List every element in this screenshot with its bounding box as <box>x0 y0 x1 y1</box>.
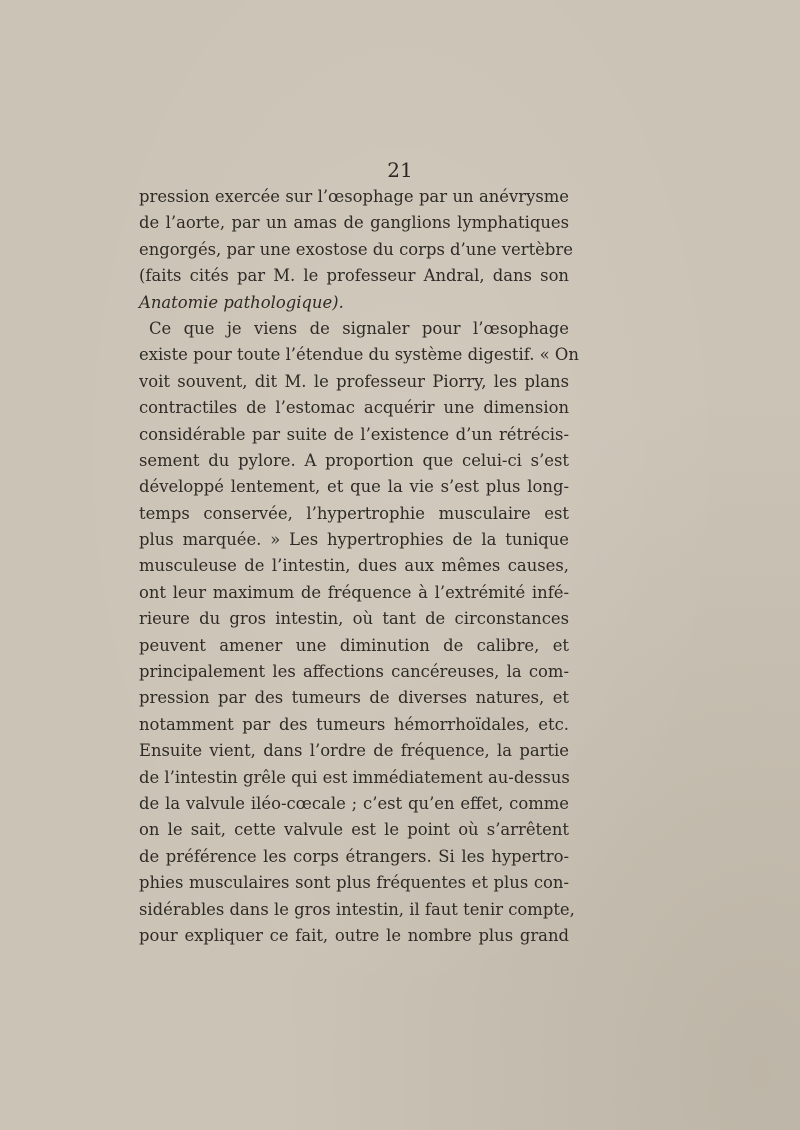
text-line: (faits cités par M. le professeur Andral, dans son <box>139 266 569 286</box>
text-line: on le sait, cette valvule est le point où s’arrêtent <box>139 820 569 840</box>
text-line: sidérables dans le gros intestin, il faut tenir compte, <box>139 899 575 919</box>
text-line: rieure du gros intestin, où tant de circonstances <box>139 609 569 629</box>
text-line: Ce que je viens de signaler pour l’œsophage <box>149 318 569 338</box>
text-line: de préférence les corps étrangers. Si les hypertro- <box>139 846 569 866</box>
text-line: notamment par des tumeurs hémorrhoïdales, etc. <box>139 714 569 734</box>
text-line: temps conservée, l’hypertrophie musculaire est <box>139 503 569 523</box>
text-line-italic-title <box>139 290 569 316</box>
text-line: de l’aorte, par un amas de ganglions lymphatiques <box>139 213 569 233</box>
text-line: sement du pylore. A proportion que celui-ci s’est <box>139 450 569 470</box>
text-line: développé lentement, et que la vie s’est plus long- <box>139 477 569 497</box>
text-line: contractiles de l’estomac acquérir une dimension <box>139 398 569 418</box>
text-line: pression exercée sur l’œsophage par un anévrysme <box>139 187 569 206</box>
text-line: peuvent amener une diminution de calibre, et <box>139 635 569 655</box>
text-line: engorgés, par une exostose du corps d’une vertèbre <box>139 239 573 259</box>
text-line: pour expliquer ce fait, outre le nombre plus grand <box>139 925 569 945</box>
text-line: principalement les affections cancéreuses, la com- <box>139 662 569 682</box>
text-line: de l’intestin grêle qui est immédiatement au-dessus <box>139 767 570 787</box>
text-line: voit souvent, dit M. le professeur Piorry, les plans <box>139 371 569 391</box>
text-line: musculeuse de l’intestin, dues aux mêmes causes, <box>139 556 569 576</box>
body-text <box>139 184 579 949</box>
page-number: 21 <box>387 158 413 182</box>
text-line: pression par des tumeurs de diverses natures, et <box>139 688 569 708</box>
text-line: plus marquée. » Les hypertrophies de la tunique <box>139 530 569 550</box>
text-line: de la valvule iléo-cœcale ; c’est qu’en effet, comme <box>139 793 569 813</box>
text-line: existe pour toute l’étendue du système digestif. « On <box>139 345 579 365</box>
book-title: Anatomie pathologique). <box>139 292 344 312</box>
text-line: considérable par suite de l’existence d’un rétrécis- <box>139 424 569 444</box>
text-line: phies musculaires sont plus fréquentes et plus con- <box>139 873 569 893</box>
text-line: ont leur maximum de fréquence à l’extrémité infé- <box>139 582 569 602</box>
text-line: Ensuite vient, dans l’ordre de fréquence, la partie <box>139 741 569 761</box>
